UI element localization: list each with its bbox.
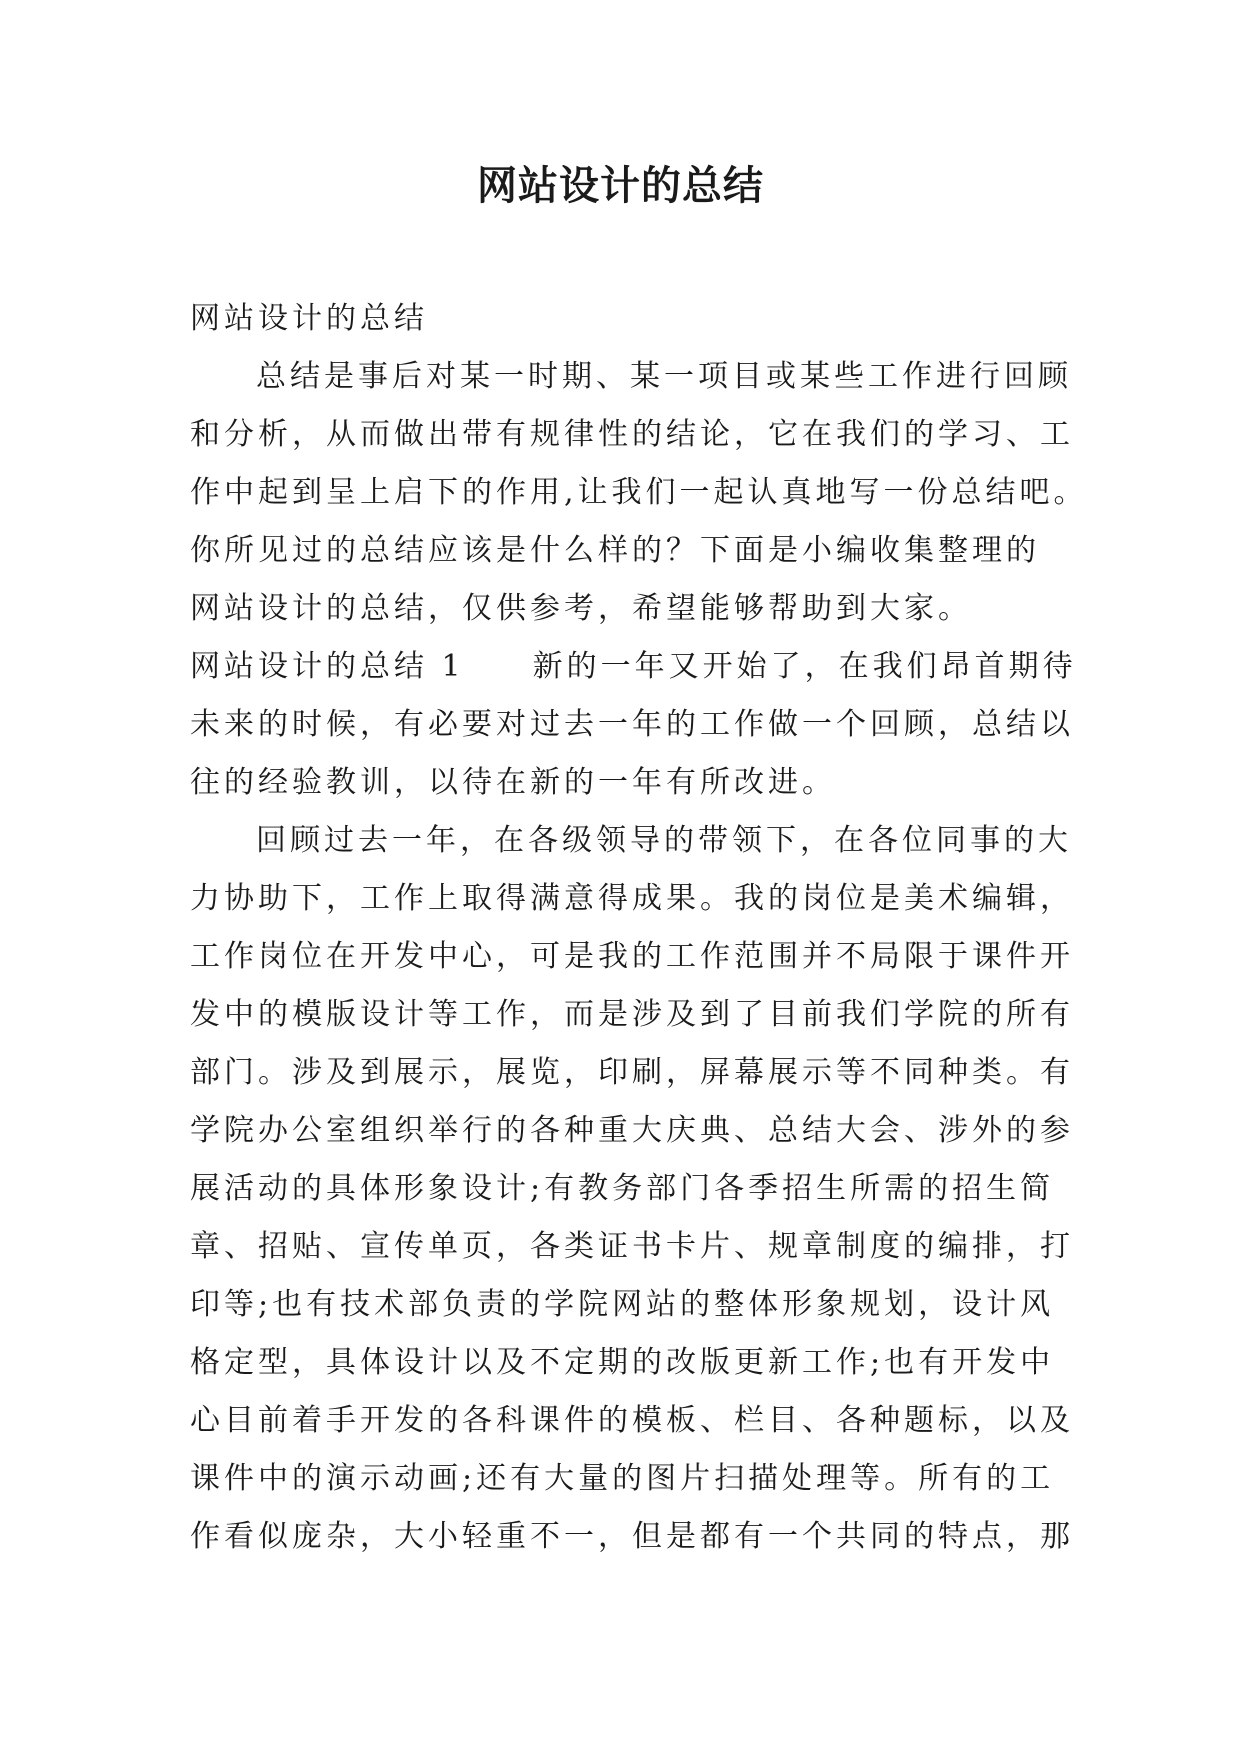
body-line: 力协助下，工作上取得满意得成果。我的岗位是美术编辑， bbox=[190, 881, 1074, 916]
body-line: 发中的模版设计等工作，而是涉及到了目前我们学院的所有 bbox=[190, 997, 1074, 1032]
body-line: 格定型，具体设计以及不定期的改版更新工作;也有开发中 bbox=[190, 1345, 1055, 1380]
body-line: 总结是事后对某一时期、某一项目或某些工作进行回顾 bbox=[256, 359, 1072, 394]
body-line: 展活动的具体形象设计;有教务部门各季招生所需的招生简 bbox=[190, 1171, 1055, 1206]
body-line: 部门。涉及到展示，展览，印刷，屏幕展示等不同种类。有 bbox=[190, 1055, 1074, 1090]
body-line: 章、招贴、宣传单页，各类证书卡片、规章制度的编排，打 bbox=[190, 1229, 1074, 1264]
body-line: 工作岗位在开发中心，可是我的工作范围并不局限于课件开 bbox=[190, 939, 1074, 974]
body-line: 你所见过的总结应该是什么样的？下面是小编收集整理的 bbox=[190, 533, 1040, 568]
body-line: 未来的时候，有必要对过去一年的工作做一个回顾，总结以 bbox=[190, 707, 1074, 742]
body-line: 作看似庞杂，大小轻重不一，但是都有一个共同的特点，那 bbox=[190, 1519, 1074, 1554]
body-line: 印等;也有技术部负责的学院网站的整体形象规划，设计风 bbox=[190, 1287, 1055, 1322]
document-title: 网站设计的总结 bbox=[477, 162, 764, 209]
body-line: 学院办公室组织举行的各种重大庆典、总结大会、涉外的参 bbox=[190, 1113, 1074, 1148]
body-line: 网站设计的总结 bbox=[190, 301, 428, 336]
body-line: 课件中的演示动画;还有大量的图片扫描处理等。所有的工 bbox=[190, 1461, 1055, 1496]
body-line: 和分析，从而做出带有规律性的结论，它在我们的学习、工 bbox=[190, 417, 1074, 452]
body-line: 心目前着手开发的各科课件的模板、栏目、各种题标，以及 bbox=[190, 1403, 1074, 1438]
body-line: 往的经验教训，以待在新的一年有所改进。 bbox=[190, 765, 836, 800]
document-body bbox=[190, 290, 1088, 1566]
body-line: 回顾过去一年，在各级领导的带领下，在各位同事的大 bbox=[256, 823, 1072, 858]
body-line: 作中起到呈上启下的作用,让我们一起认真地写一份总结吧。 bbox=[190, 475, 1088, 510]
body-line: 网站设计的总结，仅供参考，希望能够帮助到大家。 bbox=[190, 591, 972, 626]
body-line: 网站设计的总结 1 新的一年又开始了，在我们昂首期待 bbox=[190, 649, 1077, 684]
